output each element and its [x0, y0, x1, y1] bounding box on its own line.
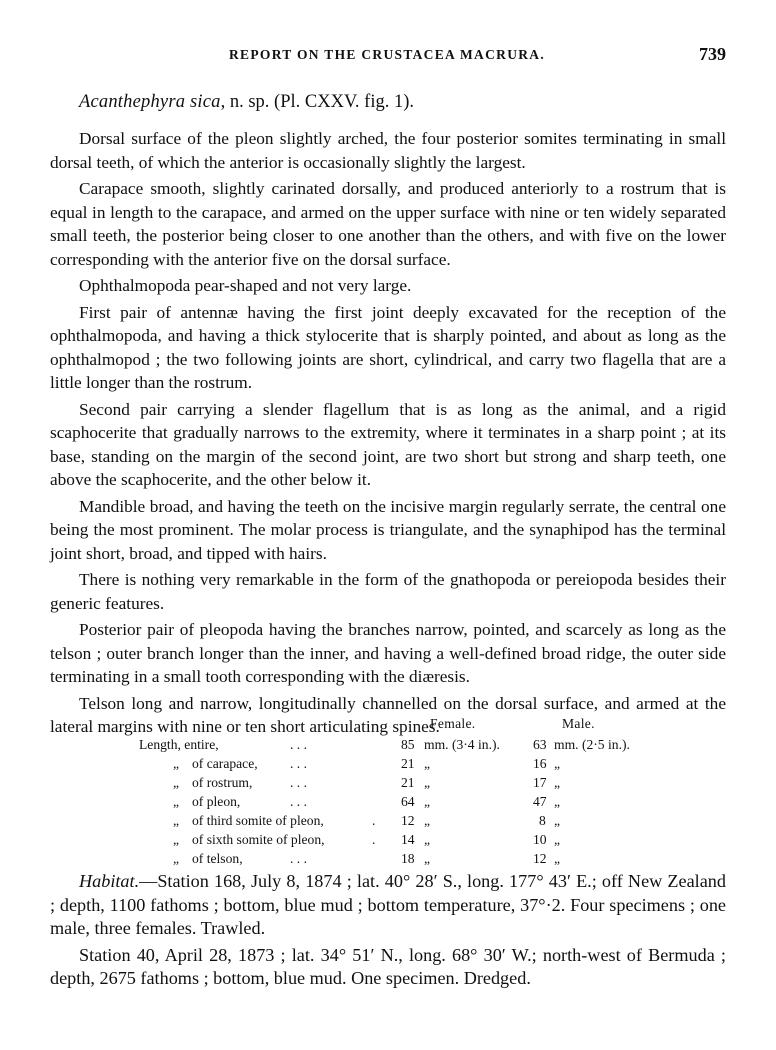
dot-leader: . . .: [290, 775, 307, 790]
table-row: [0, 851, 776, 869]
ditto-mark: „: [173, 775, 180, 790]
habitat-text: —Station 168, July 8, 1874 ; lat. 40° 28′ S., long. 177° 43′ E.; off New Zealand ; depth, 1100 fathoms ; bottom, blue mud ; bottom temperature, 37°·2. Four specimens ; one male, three females. Trawled.: [50, 871, 726, 938]
male-value: 10: [533, 832, 547, 847]
ditto-mark: „: [173, 756, 180, 771]
measure-label: of pleon,: [192, 794, 241, 809]
table-row: [0, 794, 776, 812]
dot-leader: . . .: [290, 737, 307, 752]
ditto-mark: „: [173, 851, 180, 866]
habitat-label: Habitat.: [79, 871, 140, 891]
female-value: 12: [401, 813, 415, 828]
male-value: 12: [533, 851, 547, 866]
male-unit: „: [554, 851, 561, 866]
female-column-header: Female.: [430, 716, 476, 731]
table-row: [0, 756, 776, 774]
page-header: [0, 44, 776, 68]
female-value: 21: [401, 756, 415, 771]
female-unit: mm. (3·4 in.).: [424, 737, 500, 752]
dot-leader: .: [372, 813, 376, 828]
female-value: 21: [401, 775, 415, 790]
species-heading: [79, 92, 414, 113]
female-unit: „: [424, 756, 431, 771]
measure-label: of rostrum,: [192, 775, 253, 790]
paragraph: There is nothing very remarkable in the form of the gnathopoda or pereiopoda besides their generic features.: [50, 570, 726, 613]
female-unit: „: [424, 775, 431, 790]
female-value: 64: [401, 794, 415, 809]
dot-leader: .: [372, 832, 376, 847]
description-body: [50, 127, 726, 742]
paragraph: Telson long and narrow, longitudinally channelled on the dorsal surface, and armed at the lateral margins with nine or ten short articulating spines.: [50, 693, 726, 736]
male-unit: „: [554, 813, 561, 828]
running-title: REPORT ON THE CRUSTACEA MACRURA.: [229, 47, 546, 62]
male-unit: „: [554, 756, 561, 771]
measure-label: of carapace,: [192, 756, 258, 771]
habitat-paragraph: Station 40, April 28, 1873 ; lat. 34° 51′ N., long. 68° 30′ W.; north-west of Bermuda ; depth, 2675 fathoms ; bottom, blue mud. One specimen. Dredged.: [50, 944, 726, 988]
dot-leader: . . .: [290, 794, 307, 809]
habitat-paragraph: [50, 870, 726, 941]
dot-leader: . . .: [290, 851, 307, 866]
measure-label: of third somite of pleon,: [192, 813, 324, 828]
paragraph: Mandible broad, and having the teeth on the incisive margin regularly serrate, the central one being the most prominent. The molar process is triangulate, and the synaphipod has the terminal joint short, broad, and tipped with hairs.: [50, 496, 726, 563]
measure-label: Length, entire,: [139, 737, 219, 752]
male-value: 8: [539, 813, 546, 828]
table-row: [0, 813, 776, 831]
female-value: 85: [401, 737, 415, 752]
table-row: [0, 832, 776, 850]
male-value: 16: [533, 756, 547, 771]
male-value: 17: [533, 775, 547, 790]
measure-label: of telson,: [192, 851, 243, 866]
paragraph: First pair of antennæ having the first joint deeply excavated for the reception of the ophthalmopoda, and having a thick stylocerite that is sharply pointed, and about as long as the ophthalmopod ; the two following joints are short, cylindrical, and carry two flagella that are a little longer than the rostrum.: [50, 302, 726, 392]
paragraph: Carapace smooth, slightly carinated dorsally, and produced anteriorly to a rostrum that is equal in length to the carapace, and armed on the upper surface with nine or ten widely separated small teeth, the posterior being closer to one another than the others, and with five on the lower corresponding with the anterior five on the dorsal surface.: [50, 179, 726, 269]
paragraph: Ophthalmopoda pear-shaped and not very large.: [79, 276, 412, 295]
male-unit: „: [554, 775, 561, 790]
ditto-mark: „: [173, 813, 180, 828]
ditto-mark: „: [173, 832, 180, 847]
female-unit: „: [424, 813, 431, 828]
page-number: 739: [699, 44, 726, 64]
female-unit: „: [424, 851, 431, 866]
paragraph: Second pair carrying a slender flagellum that is as long as the animal, and a rigid scaphocerite that gradually narrows to the extremity, where it terminates in a sharp point ; at its base, standing on the margin of the second joint, are two short but strong and sharp teeth, one above the scaphocerite, and the other below it.: [50, 399, 726, 489]
female-unit: „: [424, 832, 431, 847]
male-column-header: Male.: [562, 716, 595, 731]
species-name: Acanthephyra sica: [79, 92, 221, 112]
species-reference: , n. sp. (Pl. CXXV. fig. 1).: [220, 92, 415, 112]
table-header-row: [0, 716, 776, 734]
female-value: 18: [401, 851, 415, 866]
ditto-mark: „: [173, 794, 180, 809]
habitat-section: [50, 870, 726, 994]
female-value: 14: [401, 832, 415, 847]
male-unit: „: [554, 832, 561, 847]
table-row: [0, 737, 776, 755]
paragraph: Dorsal surface of the pleon slightly arched, the four posterior somites terminating in small dorsal teeth, of which the anterior is occasionally slightly the largest.: [50, 129, 726, 172]
female-unit: „: [424, 794, 431, 809]
male-unit: „: [554, 794, 561, 809]
measure-label: of sixth somite of pleon,: [192, 832, 325, 847]
male-value: 47: [533, 794, 547, 809]
male-unit: mm. (2·5 in.).: [554, 737, 630, 752]
paragraph: Posterior pair of pleopoda having the branches narrow, pointed, and scarcely as long as the telson ; outer branch longer than the inner, and having a well-defined broad ridge, the outer side terminating in a small tooth corresponding with the diæresis.: [50, 620, 726, 686]
dot-leader: . . .: [290, 756, 307, 771]
table-row: [0, 775, 776, 793]
male-value: 63: [533, 737, 547, 752]
